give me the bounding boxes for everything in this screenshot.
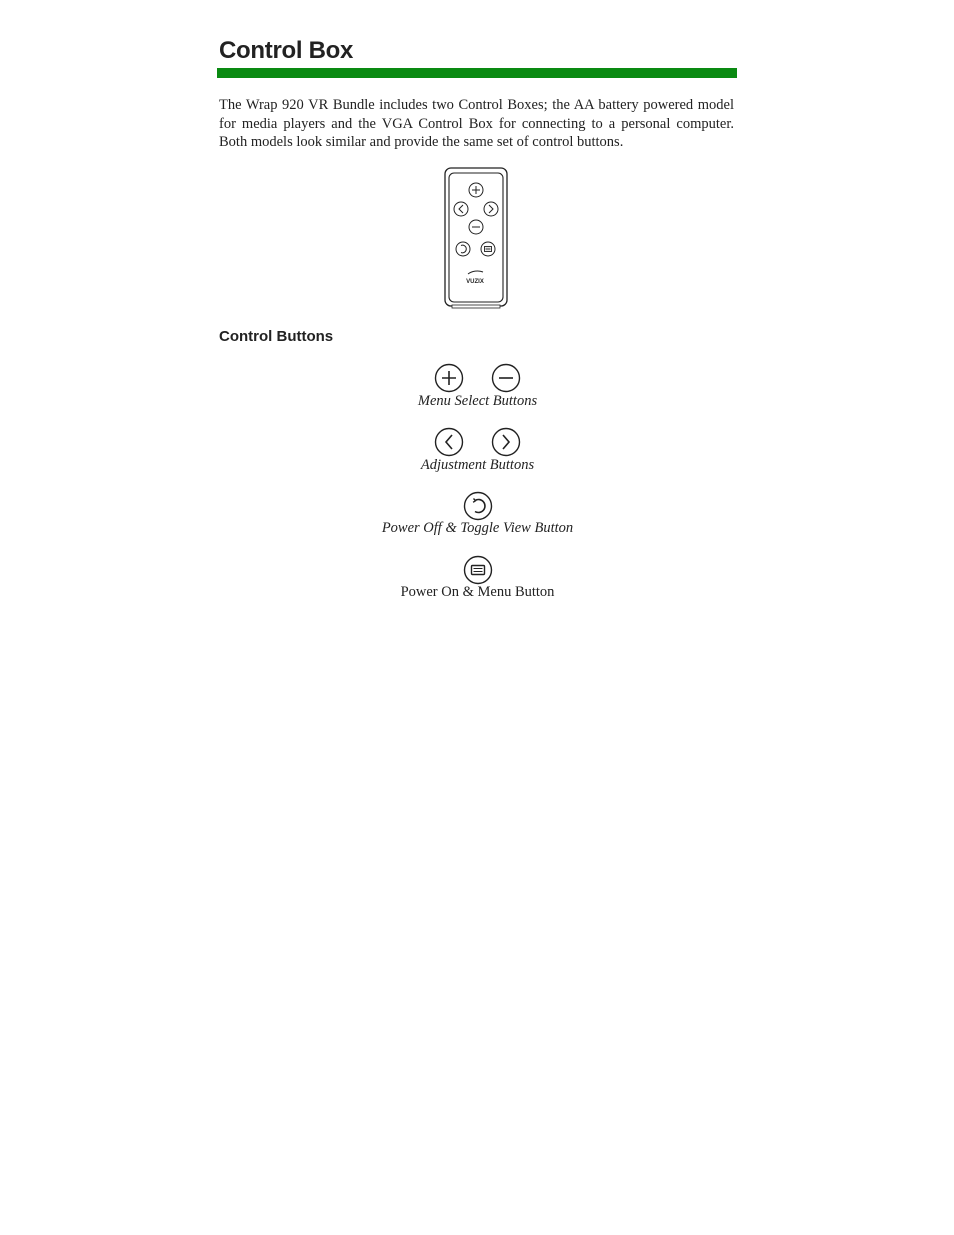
device-chevron-right-icon — [484, 202, 498, 216]
page-title: Control Box — [219, 37, 354, 64]
device-brand-logo: VUZIX — [466, 279, 484, 285]
chevron-right-icon — [491, 427, 521, 457]
device-power-toggle-icon — [456, 242, 470, 256]
device-plus-icon — [469, 183, 483, 197]
title-rule — [217, 68, 737, 78]
device-chevron-left-icon — [454, 202, 468, 216]
adjustment-buttons-row — [218, 427, 737, 457]
adjustment-caption: Adjustment Buttons — [420, 457, 535, 473]
intro-paragraph: The Wrap 920 VR Bundle includes two Control Boxes; the AA battery powered model for media players and the VGA Control Box for connecting to a personal computer. Both models look similar and provide the same set of control buttons. — [219, 97, 734, 150]
chevron-left-icon — [434, 427, 464, 457]
device-menu-icon — [481, 242, 495, 256]
minus-icon — [491, 363, 521, 393]
power-toggle-row — [218, 491, 737, 521]
menu-icon — [463, 555, 493, 585]
control-box-illustration — [444, 167, 510, 311]
menu-select-buttons-row — [218, 363, 737, 393]
power-menu-row — [218, 555, 737, 585]
power-toggle-icon — [463, 491, 493, 521]
menu-select-caption: Menu Select Buttons — [417, 393, 538, 409]
plus-icon — [434, 363, 464, 393]
power-toggle-caption: Power Off & Toggle View Button — [381, 520, 574, 536]
power-menu-caption: Power On & Menu Button — [400, 584, 555, 600]
device-minus-icon — [469, 220, 483, 234]
section-title: Control Buttons — [219, 328, 334, 345]
